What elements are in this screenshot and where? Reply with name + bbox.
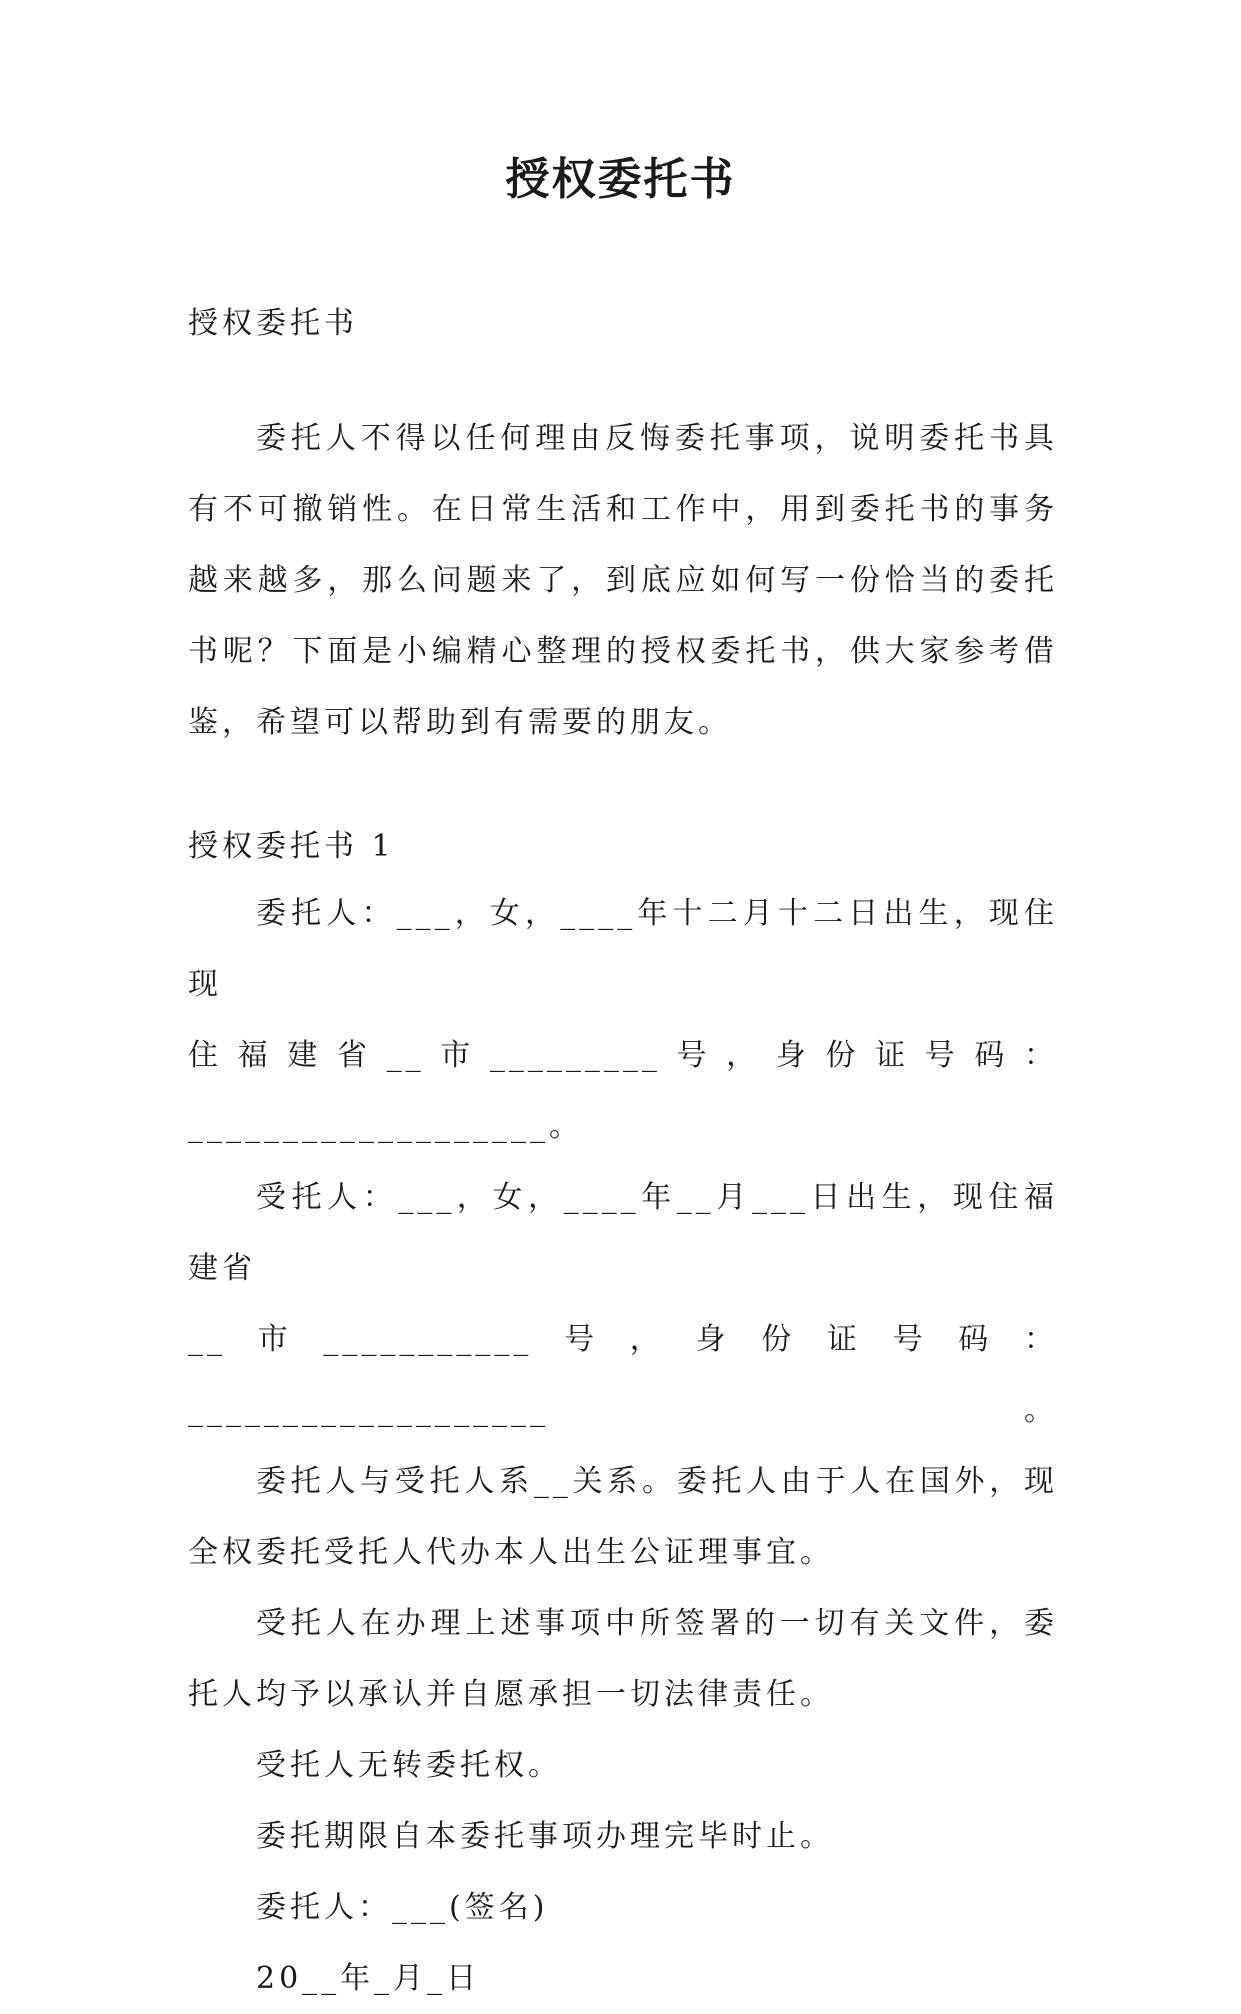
signature-line: 委托人：___(签名) (256, 1890, 549, 1925)
intro-paragraph: 委托人不得以任何理由反悔委托事项，说明委托书具有不可撤销性。在日常生活和工作中，用到委托书的事务越来越多，那么问题来了，到底应如何写一份恰当的委托书呢？下面是小编精心整理的授权委托书，供大家参考借鉴，希望可以帮助到有需要的朋友。 (188, 421, 1058, 740)
principal-info-line-3: ___________________。 (188, 1109, 583, 1144)
agent-info-line-1: 受托人：___，女，____年__月___日出生，现住福建省 (188, 1180, 1058, 1286)
principal-info-line-2: 住福建省__市_________号，身份证号码： (188, 1038, 1058, 1073)
no-transfer-paragraph: 受托人无转委托权。 (256, 1748, 562, 1783)
acknowledge-paragraph: 受托人在办理上述事项中所签署的一切有关文件，委托人均予以承认并自愿承担一切法律责任。 (188, 1606, 1058, 1712)
term-paragraph: 委托期限自本委托事项办理完毕时止。 (256, 1819, 834, 1854)
date-line: 20__年_月_日 (256, 1961, 481, 1996)
relation-paragraph: 委托人与受托人系__关系。委托人由于人在国外，现全权委托受托人代办本人出生公证理事宜。 (188, 1464, 1058, 1570)
section-heading: 授权委托书 1 (188, 829, 395, 864)
document-body (188, 288, 1058, 2014)
agent-info-line-2: __市___________号，身份证号码：___________________。 (188, 1322, 1058, 1428)
document-subtitle: 授权委托书 (188, 306, 358, 341)
document-title: 授权委托书 (505, 154, 736, 205)
principal-info-line-1: 委托人：___，女，____年十二月十二日出生，现住现 (188, 896, 1058, 1002)
